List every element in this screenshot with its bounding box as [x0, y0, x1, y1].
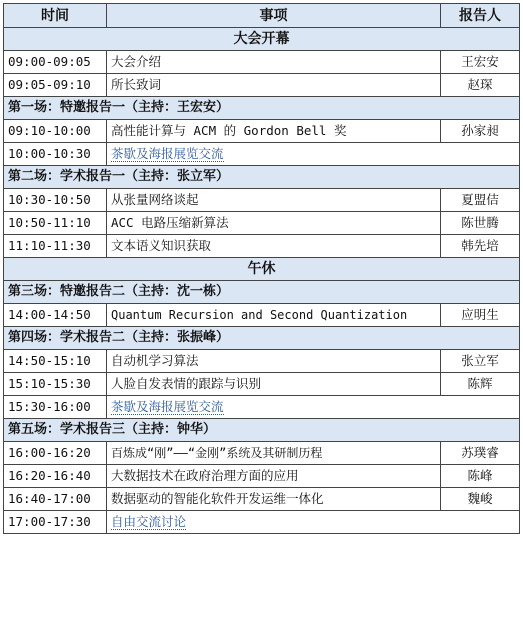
- reporter-cell: 陈辉: [441, 373, 520, 396]
- table-row: [4, 465, 520, 488]
- time-cell: 14:00-14:50: [4, 304, 107, 327]
- session-text: 第一场：特邀报告一（主持：王宏安）: [4, 97, 520, 120]
- session-row: [4, 166, 520, 189]
- break-row: [4, 143, 520, 166]
- time-cell: 09:05-09:10: [4, 74, 107, 97]
- session-text: 第三场：特邀报告二（主持：沈一栋）: [4, 281, 520, 304]
- reporter-cell: 夏盟佶: [441, 189, 520, 212]
- break-row: [4, 511, 520, 534]
- reporter-cell: 苏璞睿: [441, 442, 520, 465]
- table-row: [4, 442, 520, 465]
- reporter-cell: 王宏安: [441, 51, 520, 74]
- session-row: [4, 419, 520, 442]
- table-row: [4, 51, 520, 74]
- time-cell: 16:20-16:40: [4, 465, 107, 488]
- table-row: [4, 189, 520, 212]
- reporter-cell: 赵琛: [441, 74, 520, 97]
- item-cell: 人脸自发表情的跟踪与识别: [107, 373, 441, 396]
- table-row: [4, 350, 520, 373]
- item-cell: Quantum Recursion and Second Quantization: [107, 304, 441, 327]
- item-cell: 自动机学习算法: [107, 350, 441, 373]
- item-cell: ACC 电路压缩新算法: [107, 212, 441, 235]
- schedule-table: [3, 3, 520, 534]
- reporter-cell: 应明生: [441, 304, 520, 327]
- session-row: [4, 97, 520, 120]
- reporter-cell: 张立军: [441, 350, 520, 373]
- item-cell: 所长致词: [107, 74, 441, 97]
- header-item: 事项: [107, 4, 441, 28]
- item-cell: 高性能计算与 ACM 的 Gordon Bell 奖: [107, 120, 441, 143]
- break-cell: [107, 511, 520, 534]
- item-cell: 大会介绍: [107, 51, 441, 74]
- session-row: [4, 327, 520, 350]
- banner-text: 大会开幕: [4, 28, 520, 51]
- time-cell: 10:50-11:10: [4, 212, 107, 235]
- item-cell: 文本语义知识获取: [107, 235, 441, 258]
- header-reporter: 报告人: [441, 4, 520, 28]
- reporter-cell: 魏峻: [441, 488, 520, 511]
- table-row: [4, 235, 520, 258]
- session-row: [4, 281, 520, 304]
- session-text: 第四场：学术报告二（主持：张振峰）: [4, 327, 520, 350]
- banner-text: 午休: [4, 258, 520, 281]
- time-cell: 10:30-10:50: [4, 189, 107, 212]
- time-cell: 10:00-10:30: [4, 143, 107, 166]
- table-row: [4, 304, 520, 327]
- break-text: 茶歇及海报展览交流: [111, 146, 224, 161]
- item-cell: 百炼成“刚”——“金刚”系统及其研制历程: [107, 442, 441, 465]
- time-cell: 16:40-17:00: [4, 488, 107, 511]
- reporter-cell: 孙家昶: [441, 120, 520, 143]
- header-time: 时间: [4, 4, 107, 28]
- session-text: 第五场：学术报告三（主持：钟华）: [4, 419, 520, 442]
- time-cell: 17:00-17:30: [4, 511, 107, 534]
- time-cell: 16:00-16:20: [4, 442, 107, 465]
- break-cell: [107, 396, 520, 419]
- time-cell: 09:00-09:05: [4, 51, 107, 74]
- time-cell: 15:30-16:00: [4, 396, 107, 419]
- table-row: [4, 212, 520, 235]
- break-row: [4, 396, 520, 419]
- item-cell: 大数据技术在政府治理方面的应用: [107, 465, 441, 488]
- reporter-cell: 陈峰: [441, 465, 520, 488]
- time-cell: 11:10-11:30: [4, 235, 107, 258]
- time-cell: 09:10-10:00: [4, 120, 107, 143]
- table-row: [4, 373, 520, 396]
- time-cell: 14:50-15:10: [4, 350, 107, 373]
- time-cell: 15:10-15:30: [4, 373, 107, 396]
- session-text: 第二场：学术报告一（主持：张立军）: [4, 166, 520, 189]
- item-cell: 数据驱动的智能化软件开发运维一体化: [107, 488, 441, 511]
- header-row: [4, 4, 520, 28]
- banner-row: [4, 258, 520, 281]
- item-cell: 从张量网络谈起: [107, 189, 441, 212]
- table-row: [4, 74, 520, 97]
- reporter-cell: 陈世腾: [441, 212, 520, 235]
- break-cell: [107, 143, 520, 166]
- table-row: [4, 488, 520, 511]
- reporter-cell: 韩先培: [441, 235, 520, 258]
- table-row: [4, 120, 520, 143]
- break-text: 茶歇及海报展览交流: [111, 399, 224, 414]
- banner-row: [4, 28, 520, 51]
- break-text: 自由交流讨论: [111, 514, 187, 529]
